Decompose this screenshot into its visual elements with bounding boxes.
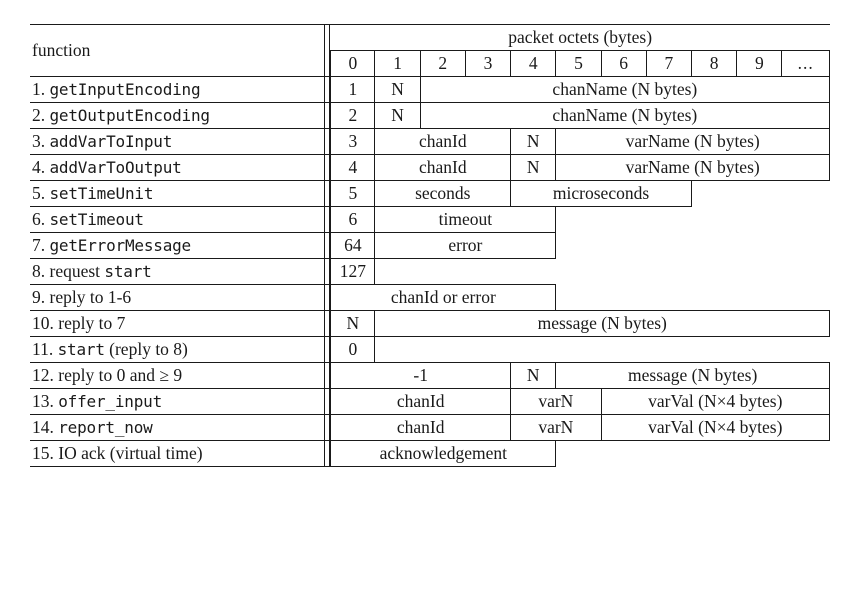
- packet-field: error: [375, 233, 556, 259]
- row-index: 10.: [32, 312, 54, 333]
- packet-field: seconds: [375, 181, 511, 207]
- function-octets-divider: [324, 77, 330, 103]
- function-name-cell: [30, 233, 324, 259]
- double-rule: [324, 415, 330, 440]
- row-name: offer_input: [58, 391, 163, 411]
- function-name-cell: [30, 389, 324, 415]
- double-rule: [324, 207, 330, 232]
- row-index: 7.: [32, 234, 46, 255]
- row-index: 4.: [32, 156, 46, 177]
- packet-field: N: [375, 77, 420, 103]
- packet-field: varName (N bytes): [556, 155, 830, 181]
- packet-field-empty: [691, 181, 829, 207]
- function-octets-divider: [324, 285, 330, 311]
- packet-format-table-container: [30, 24, 830, 467]
- function-name-cell: [30, 259, 324, 285]
- function-name-cell: [30, 155, 324, 181]
- packet-field: chanName (N bytes): [420, 77, 829, 103]
- function-name-cell: [30, 337, 324, 363]
- packet-field: 127: [331, 259, 375, 285]
- function-name-cell: [30, 103, 324, 129]
- function-name-cell: [30, 415, 324, 441]
- packet-field: varN: [511, 389, 601, 415]
- row-index: 15.: [32, 442, 54, 463]
- octet-number-more: ...: [782, 51, 830, 77]
- function-octets-divider: [324, 415, 330, 441]
- function-octets-divider: [324, 103, 330, 129]
- row-name: IO ack (virtual time): [58, 442, 203, 463]
- row-name-plain: (reply to 8): [104, 338, 188, 359]
- double-rule: [324, 155, 330, 180]
- octet-number-5: 5: [556, 51, 601, 77]
- function-octets-divider: [324, 155, 330, 181]
- row-name: addVarToInput: [49, 131, 173, 151]
- packet-field: N: [511, 129, 556, 155]
- function-octets-divider: [324, 129, 330, 155]
- function-octets-divider: [324, 181, 330, 207]
- packet-field: acknowledgement: [331, 441, 556, 467]
- packet-field: 64: [331, 233, 375, 259]
- row-name: reply to 7: [58, 312, 126, 333]
- function-octets-divider: [324, 337, 330, 363]
- table-row: [30, 415, 830, 441]
- row-index: 14.: [32, 416, 54, 437]
- row-name: addVarToOutput: [49, 157, 182, 177]
- packet-field: timeout: [375, 207, 556, 233]
- double-rule: [324, 25, 330, 76]
- table-header-row-title: [30, 25, 830, 51]
- packet-field: 0: [331, 337, 375, 363]
- table-row: [30, 337, 830, 363]
- octet-number-2: 2: [420, 51, 465, 77]
- row-index: 12.: [32, 364, 54, 385]
- function-name-cell: [30, 77, 324, 103]
- packet-field: chanId: [331, 415, 511, 441]
- octet-number-8: 8: [691, 51, 736, 77]
- table-row: [30, 363, 830, 389]
- packet-field: 2: [331, 103, 375, 129]
- packet-field: message (N bytes): [375, 311, 830, 337]
- table-row: [30, 103, 830, 129]
- row-index: 8.: [32, 260, 46, 281]
- function-octets-divider: [324, 311, 330, 337]
- header-function-label: function: [30, 25, 324, 77]
- packet-field-empty: [375, 337, 830, 363]
- double-rule: [324, 337, 330, 362]
- packet-field: 1: [331, 77, 375, 103]
- packet-field: message (N bytes): [556, 363, 830, 389]
- packet-field: -1: [331, 363, 511, 389]
- octet-number-7: 7: [646, 51, 691, 77]
- octet-number-1: 1: [375, 51, 420, 77]
- packet-field: varVal (N×4 bytes): [601, 415, 829, 441]
- packet-field: chanId: [375, 155, 511, 181]
- row-index: 6.: [32, 208, 46, 229]
- packet-format-table: [30, 24, 830, 467]
- octet-number-3: 3: [465, 51, 510, 77]
- double-rule: [324, 259, 330, 284]
- double-rule: [324, 233, 330, 258]
- table-row: [30, 77, 830, 103]
- function-octets-divider: [324, 207, 330, 233]
- packet-field: chanId: [331, 389, 511, 415]
- row-index: 1.: [32, 78, 46, 99]
- row-name: setTimeout: [49, 209, 144, 229]
- table-row: [30, 311, 830, 337]
- packet-field-empty: [375, 259, 830, 285]
- row-name-plain: request: [49, 260, 105, 281]
- octet-number-4: 4: [511, 51, 556, 77]
- function-octets-divider: [324, 25, 330, 77]
- packet-field: N: [375, 103, 420, 129]
- packet-field-empty: [556, 233, 830, 259]
- table-row: [30, 181, 830, 207]
- packet-field: 5: [331, 181, 375, 207]
- packet-field: chanId or error: [331, 285, 556, 311]
- row-index: 5.: [32, 182, 46, 203]
- double-rule: [324, 285, 330, 310]
- packet-field: chanId: [375, 129, 511, 155]
- function-octets-divider: [324, 389, 330, 415]
- row-name: getInputEncoding: [49, 79, 201, 99]
- octet-number-0: 0: [331, 51, 375, 77]
- function-octets-divider: [324, 363, 330, 389]
- row-name: getErrorMessage: [49, 235, 191, 255]
- double-rule: [324, 181, 330, 206]
- function-name-cell: [30, 441, 324, 467]
- packet-field-empty: [556, 207, 830, 233]
- packet-field-empty: [556, 285, 830, 311]
- double-rule: [324, 389, 330, 414]
- double-rule: [324, 129, 330, 154]
- row-name-mono: start: [104, 261, 152, 281]
- function-octets-divider: [324, 441, 330, 467]
- row-index: 13.: [32, 390, 54, 411]
- header-packet-label: packet octets (bytes): [331, 25, 830, 51]
- function-name-cell: [30, 311, 324, 337]
- packet-field: 6: [331, 207, 375, 233]
- octet-number-9: 9: [737, 51, 782, 77]
- function-octets-divider: [324, 259, 330, 285]
- function-name-cell: [30, 363, 324, 389]
- packet-field: chanName (N bytes): [420, 103, 829, 129]
- row-name: report_now: [58, 417, 153, 437]
- table-row: [30, 207, 830, 233]
- packet-field: N: [511, 155, 556, 181]
- row-index: 3.: [32, 130, 46, 151]
- row-name: getOutputEncoding: [49, 105, 210, 125]
- packet-field: varN: [511, 415, 601, 441]
- row-index: 9.: [32, 286, 46, 307]
- function-name-cell: [30, 285, 324, 311]
- double-rule: [324, 311, 330, 336]
- row-index: 2.: [32, 104, 46, 125]
- function-octets-divider: [324, 233, 330, 259]
- table-row: [30, 259, 830, 285]
- table-row: [30, 389, 830, 415]
- row-name-mono: start: [57, 339, 105, 359]
- double-rule: [324, 103, 330, 128]
- packet-format-table-body: [30, 25, 830, 467]
- function-name-cell: [30, 181, 324, 207]
- double-rule: [324, 77, 330, 102]
- packet-field: microseconds: [511, 181, 692, 207]
- table-row: [30, 441, 830, 467]
- packet-field-empty: [556, 441, 830, 467]
- packet-field: N: [331, 311, 375, 337]
- octet-number-6: 6: [601, 51, 646, 77]
- row-index: 11.: [32, 338, 54, 359]
- double-rule: [324, 441, 330, 466]
- packet-field: varName (N bytes): [556, 129, 830, 155]
- packet-field: varVal (N×4 bytes): [601, 389, 829, 415]
- double-rule: [324, 363, 330, 388]
- table-row: [30, 233, 830, 259]
- row-name: reply to 0 and ≥ 9: [58, 364, 183, 385]
- row-name: reply to 1-6: [49, 286, 132, 307]
- packet-field: 4: [331, 155, 375, 181]
- table-row: [30, 129, 830, 155]
- table-row: [30, 285, 830, 311]
- packet-field: N: [511, 363, 556, 389]
- row-name: setTimeUnit: [49, 183, 154, 203]
- function-name-cell: [30, 129, 324, 155]
- table-row: [30, 155, 830, 181]
- packet-field: 3: [331, 129, 375, 155]
- function-name-cell: [30, 207, 324, 233]
